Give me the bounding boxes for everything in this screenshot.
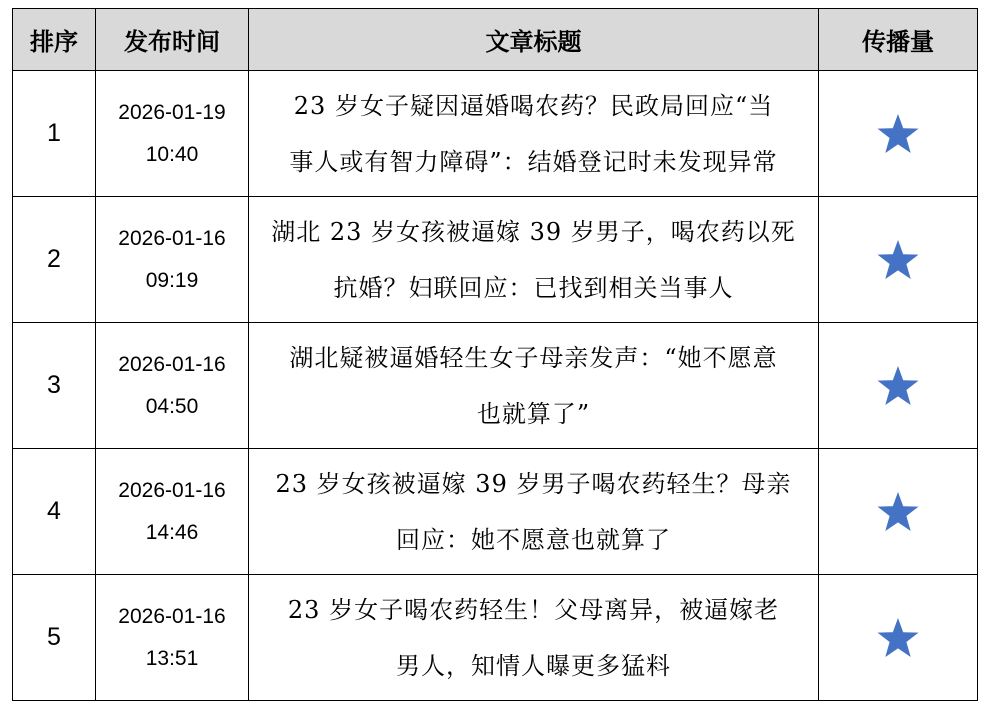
clock-text: 10:40 bbox=[145, 142, 199, 166]
table-row bbox=[13, 449, 978, 575]
title-line-2: 男人，知情人曝更多猛料 bbox=[396, 651, 671, 680]
title-line-2: 抗婚？妇联回应：已找到相关当事人 bbox=[333, 273, 734, 302]
date-text: 2026-01-19 bbox=[118, 100, 226, 124]
clock-text: 09:19 bbox=[145, 268, 199, 292]
title-line-1: 23 岁女孩被逼嫁 39 岁男子喝农药轻生？母亲 bbox=[275, 469, 792, 498]
table-row bbox=[13, 323, 978, 449]
time-cell bbox=[96, 575, 249, 701]
title-cell bbox=[249, 575, 819, 701]
date-text: 2026-01-16 bbox=[118, 478, 226, 502]
spread-cell bbox=[819, 197, 978, 323]
title-line-1: 23 岁女子疑因逼婚喝农药？民政局回应“当 bbox=[293, 91, 774, 120]
date-text: 2026-01-16 bbox=[118, 352, 226, 376]
clock-text: 14:46 bbox=[145, 520, 199, 544]
title-line-2: 事人或有智力障碍”：结婚登记时未发现异常 bbox=[289, 147, 778, 176]
header-rank: 排序 bbox=[13, 9, 96, 71]
header-row bbox=[13, 9, 978, 71]
spread-cell bbox=[819, 575, 978, 701]
star-icon bbox=[876, 491, 920, 533]
title-cell bbox=[249, 71, 819, 197]
star-icon bbox=[876, 113, 920, 155]
table-row bbox=[13, 197, 978, 323]
spread-cell bbox=[819, 449, 978, 575]
rank-cell: 2 bbox=[13, 197, 96, 323]
time-cell bbox=[96, 449, 249, 575]
title-line-1: 湖北疑被逼婚轻生女子母亲发声：“她不愿意 bbox=[289, 343, 778, 372]
header-title: 文章标题 bbox=[249, 9, 819, 71]
spread-cell bbox=[819, 71, 978, 197]
time-cell bbox=[96, 197, 249, 323]
table-body bbox=[13, 71, 978, 701]
title-line-2: 也就算了” bbox=[476, 399, 591, 428]
rank-cell: 5 bbox=[13, 575, 96, 701]
title-line-1: 23 岁女子喝农药轻生！父母离异，被逼嫁老 bbox=[287, 595, 780, 624]
title-cell bbox=[249, 449, 819, 575]
star-icon bbox=[876, 617, 920, 659]
date-text: 2026-01-16 bbox=[118, 226, 226, 250]
star-icon bbox=[876, 239, 920, 281]
rank-cell: 1 bbox=[13, 71, 96, 197]
table-header bbox=[13, 9, 978, 71]
time-cell bbox=[96, 323, 249, 449]
clock-text: 04:50 bbox=[145, 394, 199, 418]
rank-cell: 4 bbox=[13, 449, 96, 575]
date-text: 2026-01-16 bbox=[118, 604, 226, 628]
title-cell bbox=[249, 323, 819, 449]
rank-cell: 3 bbox=[13, 323, 96, 449]
header-spread: 传播量 bbox=[819, 9, 978, 71]
clock-text: 13:51 bbox=[145, 646, 199, 670]
title-line-1: 湖北 23 岁女孩被逼嫁 39 岁男子，喝农药以死 bbox=[271, 217, 796, 246]
title-line-2: 回应：她不愿意也就算了 bbox=[396, 525, 671, 554]
table-row bbox=[13, 575, 978, 701]
article-ranking-table bbox=[12, 8, 978, 701]
time-cell bbox=[96, 71, 249, 197]
table-row bbox=[13, 71, 978, 197]
spread-cell bbox=[819, 323, 978, 449]
header-time: 发布时间 bbox=[96, 9, 249, 71]
title-cell bbox=[249, 197, 819, 323]
star-icon bbox=[876, 365, 920, 407]
